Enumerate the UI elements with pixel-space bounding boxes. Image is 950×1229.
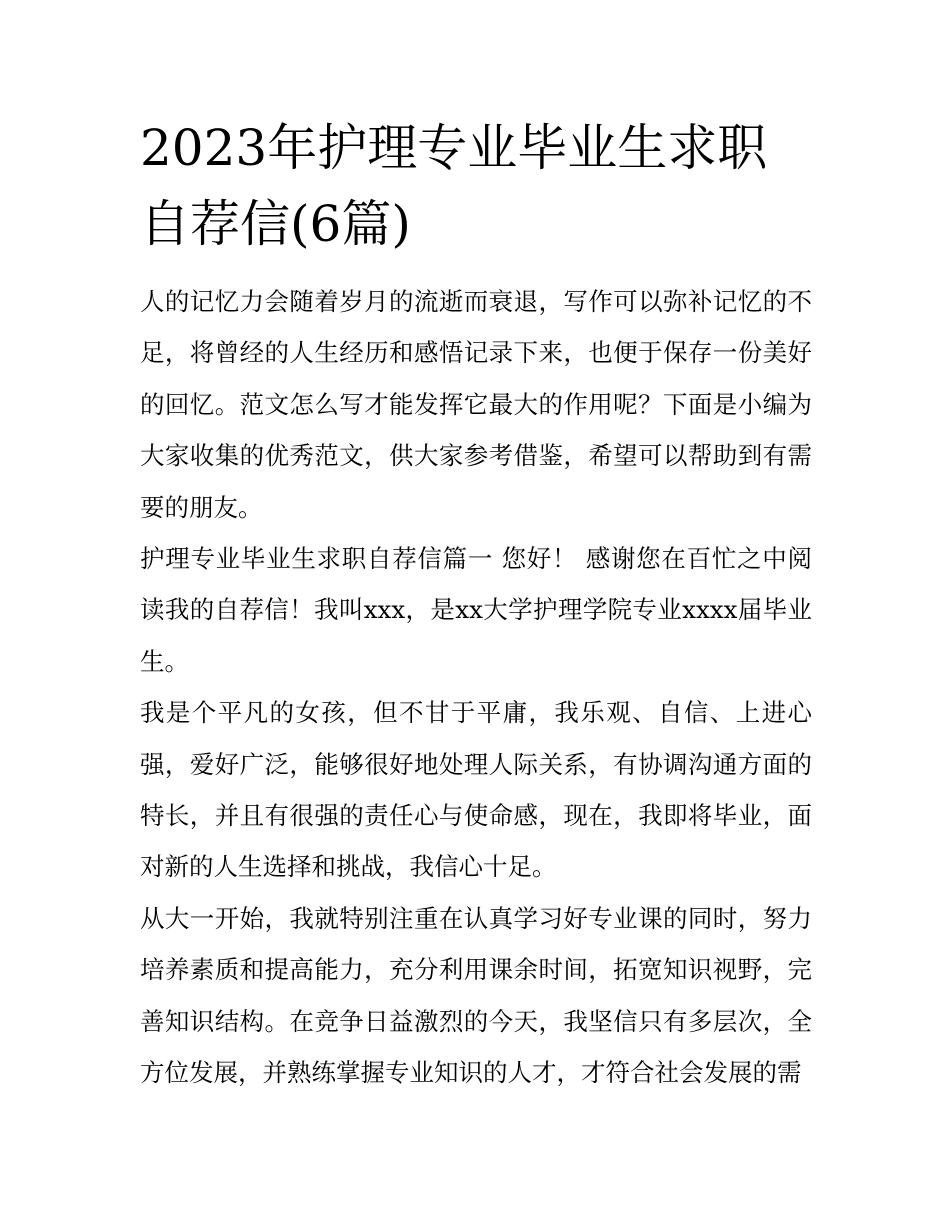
paragraph-intro: 人的记忆力会随着岁月的流逝而衰退，写作可以弥补记忆的不足，将曾经的人生经历和感悟记录下来，也便于保存一份美好的回忆。范文怎么写才能发挥它最大的作用呢？下面是小编为大家收集的优秀范文，供大家参考借鉴，希望可以帮助到有需要的朋友。 [140,287,812,522]
document-title: 2023年护理专业毕业生求职自荐信(6篇) [140,119,768,253]
paragraph-study-experience: 从大一开始，我就特别注重在认真学习好专业课的同时，努力培养素质和提高能力，充分利用课余时间，拓宽知识视野，完善知识结构。在竞争日益激烈的今天，我坚信只有多层次，全方位发展，并熟练掌握专业知识的人才，才符合社会发展的需 [140,903,812,1088]
paragraph-self-description: 我是个平凡的女孩，但不甘于平庸，我乐观、自信、上进心强，爱好广泛，能够很好地处理人际关系，有协调沟通方面的特长，并且有很强的责任心与使命感，现在，我即将毕业，面对新的人生选择和挑战，我信心十足。 [140,698,812,882]
document-body [140,276,812,1099]
paragraph-letter-opening: 护理专业毕业生求职自荐信篇一 您好！ 感谢您在百忙之中阅读我的自荐信！我叫xxx，是xx大学护理学院专业xxxx届毕业生。 [140,544,812,676]
